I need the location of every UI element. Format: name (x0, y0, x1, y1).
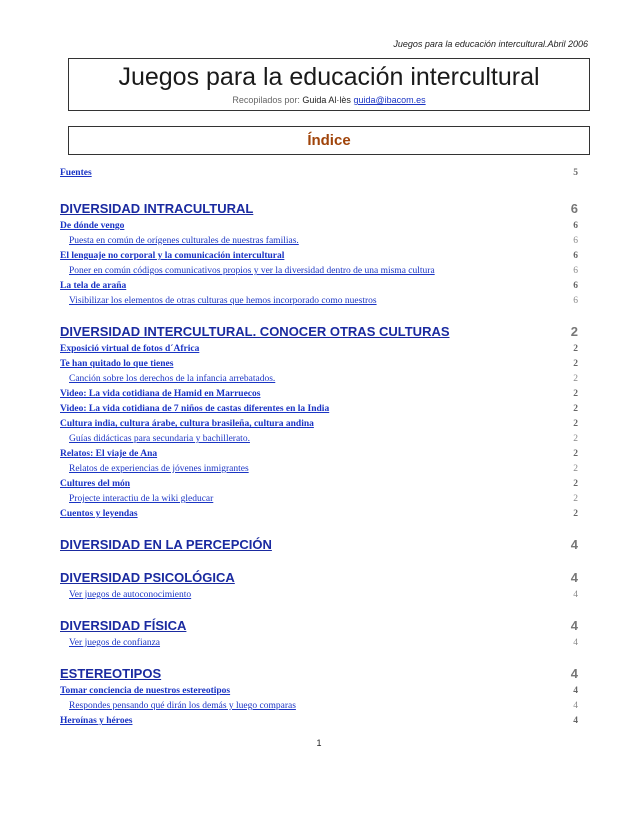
toc-subentry-label[interactable]: Ver juegos de confianza (69, 638, 161, 648)
index-heading: Índice (307, 132, 351, 149)
toc-section-estereotipos[interactable] (60, 664, 578, 684)
toc-section-page: 4 (570, 537, 578, 552)
toc-section-title[interactable]: DIVERSIDAD INTERCULTURAL. CONOCER OTRAS CULTURAS (60, 324, 450, 339)
author-email-link[interactable]: guida@ibacom.es (353, 95, 426, 105)
toc-entry-label[interactable]: Cultura india, cultura árabe, cultura brasileña, cultura andina (60, 419, 314, 429)
toc-section-intracultural[interactable] (60, 199, 578, 219)
toc-subentry-page: 4 (573, 638, 578, 648)
toc-subentry-label[interactable]: Respondes pensando qué dirán los demás y luego comparas (69, 701, 296, 711)
toc-subentry-label[interactable]: Guías didácticas para secundaria y bachillerato. (69, 434, 250, 444)
toc-entry[interactable] (60, 402, 578, 417)
toc-entry-page: 2 (573, 344, 578, 354)
toc-subentry[interactable] (60, 234, 578, 249)
compiled-by-line (69, 95, 589, 105)
toc-subentry[interactable] (60, 294, 578, 309)
toc-subentry-page: 6 (573, 296, 578, 306)
toc-entry-fuentes[interactable] (60, 166, 578, 181)
toc-entry-label[interactable]: Heroínas y héroes (60, 716, 133, 726)
toc-subentry-label[interactable]: Visibilizar los elementos de otras culturas que hemos incorporado como nuestros (69, 296, 377, 306)
toc-subentry-label[interactable]: Ver juegos de autoconocimiento (69, 590, 192, 600)
toc-entry-label[interactable]: Cultures del món (60, 479, 131, 489)
table-of-contents (60, 166, 578, 729)
toc-entry[interactable] (60, 342, 578, 357)
toc-section-page: 2 (570, 324, 578, 339)
index-heading-box (68, 126, 590, 155)
toc-entry[interactable] (60, 417, 578, 432)
toc-entry[interactable] (60, 357, 578, 372)
toc-subentry-label[interactable]: Poner en común códigos comunicativos propios y ver la diversidad dentro de una misma cultura (69, 266, 435, 276)
toc-entry-page: 2 (573, 449, 578, 459)
toc-subentry[interactable] (60, 432, 578, 447)
toc-entry[interactable] (60, 507, 578, 522)
toc-entry-page: 2 (573, 359, 578, 369)
toc-entry-label[interactable]: Tomar conciencia de nuestros estereotipos (60, 686, 231, 696)
toc-entry-page: 2 (573, 389, 578, 399)
toc-entry-page: 2 (573, 479, 578, 489)
author-name: Guida Al·lès (302, 95, 351, 105)
toc-entry-label[interactable]: Te han quitado lo que tienes (60, 359, 174, 369)
toc-section-page: 4 (570, 618, 578, 633)
toc-entry-label[interactable]: Cuentos y leyendas (60, 509, 138, 519)
toc-section-title[interactable]: DIVERSIDAD INTRACULTURAL (60, 201, 254, 216)
toc-subentry-page: 4 (573, 701, 578, 711)
toc-entry-page: 6 (573, 221, 578, 231)
toc-subentry[interactable] (60, 636, 578, 651)
toc-subentry[interactable] (60, 462, 578, 477)
toc-subentry-page: 2 (573, 494, 578, 504)
toc-entry-page: 2 (573, 419, 578, 429)
toc-entry[interactable] (60, 714, 578, 729)
toc-entry-label[interactable]: Relatos: El viaje de Ana (60, 449, 158, 459)
compiled-by-label: Recopilados por: (232, 95, 300, 105)
toc-entry-label[interactable]: El lenguaje no corporal y la comunicación intercultural (60, 251, 285, 261)
toc-entry-page: 4 (573, 686, 578, 696)
toc-subentry-label[interactable]: Relatos de experiencias de jóvenes inmigrantes (69, 464, 249, 474)
toc-entry-label[interactable]: Exposició virtual de fotos d´Africa (60, 344, 200, 354)
toc-section-intercultural[interactable] (60, 322, 578, 342)
toc-subentry[interactable] (60, 588, 578, 603)
running-header: Juegos para la educación intercultural.Abril 2006 (393, 39, 588, 49)
toc-subentry-page: 6 (573, 266, 578, 276)
toc-section-percepcion[interactable] (60, 535, 578, 555)
toc-entry-page: 6 (573, 251, 578, 261)
toc-subentry-label[interactable]: Projecte interactiu de la wiki gleducar (69, 494, 214, 504)
toc-entry-label[interactable]: Video: La vida cotidiana de Hamid en Marruecos (60, 389, 261, 399)
document-title: Juegos para la educación intercultural (118, 63, 540, 91)
toc-entry-page: 5 (573, 168, 578, 178)
toc-subentry[interactable] (60, 372, 578, 387)
toc-section-psicologica[interactable] (60, 568, 578, 588)
toc-subentry[interactable] (60, 492, 578, 507)
toc-entry-label[interactable]: Fuentes (60, 168, 92, 178)
toc-entry[interactable] (60, 684, 578, 699)
toc-entry[interactable] (60, 249, 578, 264)
toc-entry-page: 6 (573, 281, 578, 291)
page-number: 1 (316, 738, 322, 748)
toc-section-page: 6 (570, 201, 578, 216)
toc-entry-label[interactable]: Video: La vida cotidiana de 7 niños de castas diferentes en la India (60, 404, 330, 414)
title-box (68, 58, 590, 111)
toc-entry[interactable] (60, 447, 578, 462)
toc-section-title[interactable]: DIVERSIDAD FÍSICA (60, 618, 187, 633)
toc-subentry-page: 6 (573, 236, 578, 246)
toc-section-page: 4 (570, 570, 578, 585)
toc-subentry[interactable] (60, 699, 578, 714)
toc-section-title[interactable]: DIVERSIDAD EN LA PERCEPCIÓN (60, 537, 272, 552)
toc-entry-page: 2 (573, 509, 578, 519)
toc-entry[interactable] (60, 219, 578, 234)
toc-subentry-page: 2 (573, 434, 578, 444)
toc-subentry-page: 2 (573, 374, 578, 384)
toc-subentry-page: 2 (573, 464, 578, 474)
toc-entry-label[interactable]: La tela de araña (60, 281, 127, 291)
toc-section-title[interactable]: ESTEREOTIPOS (60, 666, 162, 681)
toc-section-page: 4 (570, 666, 578, 681)
toc-section-fisica[interactable] (60, 616, 578, 636)
toc-subentry-page: 4 (573, 590, 578, 600)
toc-entry-page: 2 (573, 404, 578, 414)
toc-subentry-label[interactable]: Puesta en común de orígenes culturales de nuestras familias. (69, 236, 299, 246)
toc-entry-label[interactable]: De dónde vengo (60, 221, 125, 231)
toc-section-title[interactable]: DIVERSIDAD PSICOLÓGICA (60, 570, 235, 585)
toc-entry-page: 4 (573, 716, 578, 726)
toc-subentry[interactable] (60, 264, 578, 279)
toc-entry[interactable] (60, 387, 578, 402)
toc-entry[interactable] (60, 279, 578, 294)
toc-subentry-label[interactable]: Canción sobre los derechos de la infancia arrebatados. (69, 374, 276, 384)
toc-entry[interactable] (60, 477, 578, 492)
